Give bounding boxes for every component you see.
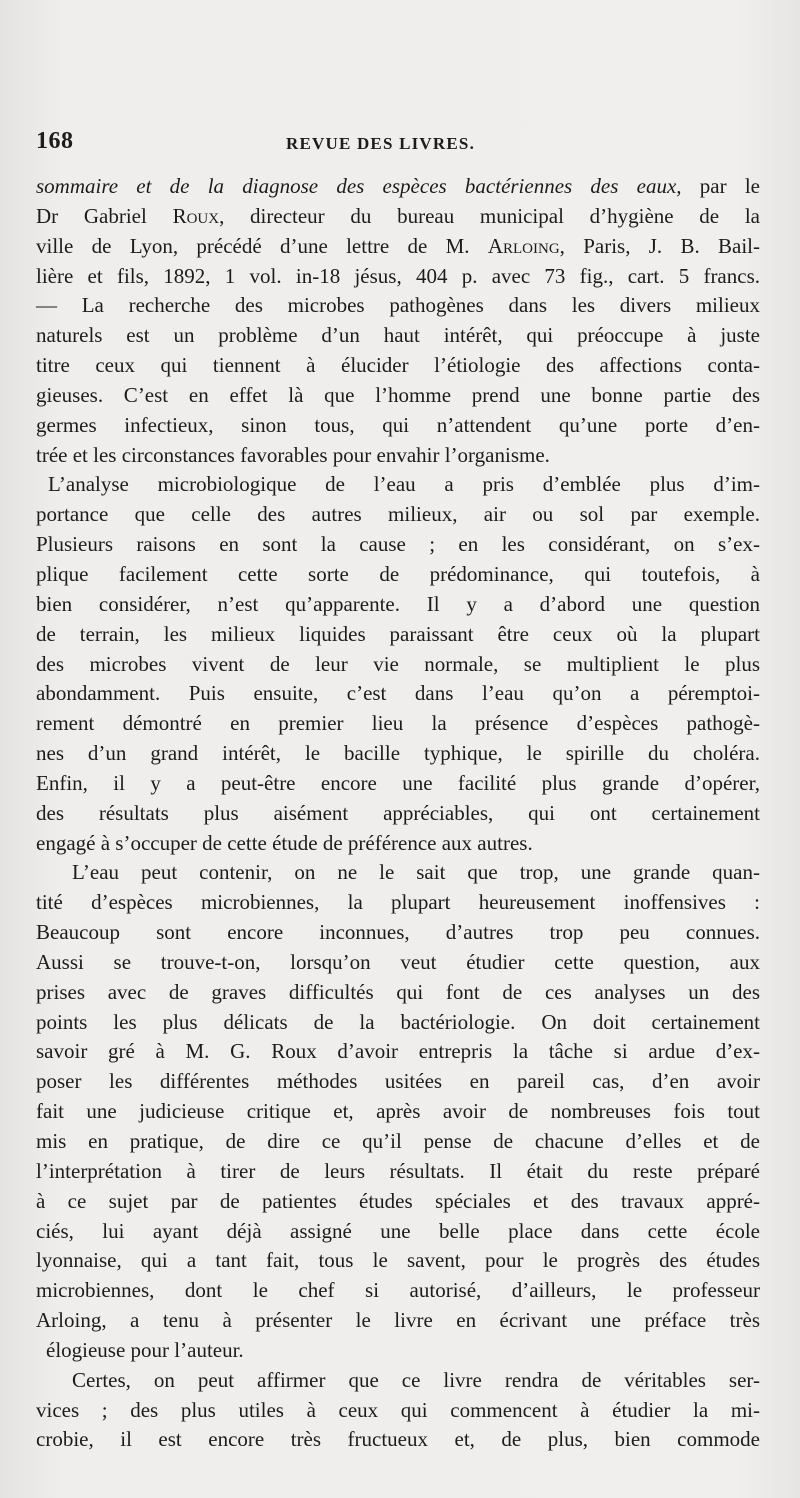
text-line [36,620,760,650]
text-line [36,829,760,859]
text-line [36,918,760,948]
text-line [36,1127,760,1157]
text-line [36,679,760,709]
text-segment: points les plus délicats de la bactériologie. On doit certainement [36,1009,760,1034]
text-segment: ciés, lui ayant déjà assigné une belle place dans cette école [36,1218,760,1243]
text-segment: L’eau peut contenir, on ne le sait que trop, une grande quan- [72,860,760,885]
text-segment: tité d’espèces microbiennes, la plupart heureusement inoffensives : [36,890,760,915]
text-segment: germes infectieux, sinon tous, qui n’attendent qu’une porte d’en- [36,412,760,437]
text-segment: rement démontré en premier lieu la présence d’espèces pathogè- [36,711,760,736]
text-line [36,948,760,978]
text-segment: abondamment. Puis ensuite, c’est dans l’eau qu’on a péremptoi- [36,681,760,706]
text-segment: des résultats plus aisément appréciables, qui ont certainement [36,800,760,825]
text-line [36,500,760,530]
text-line [36,381,760,411]
text-line [36,232,760,262]
text-segment: fait une judicieuse critique et, après avoir de nombreuses fois tout [36,1099,760,1124]
text-segment: bien considérer, n’est qu’apparente. Il y a d’abord une question [36,591,760,616]
text-line [36,441,760,471]
text-line [36,799,760,829]
text-segment: nes d’un grand intérêt, le bacille typhique, le spirille du choléra. [36,741,760,766]
text-segment: Enfin, il y a peut-être encore une facilité plus grande d’opérer, [36,770,760,795]
text-segment: l’interprétation à tirer de leurs résultats. Il était du reste préparé [36,1158,760,1183]
text-segment: ville de Lyon, précédé d’une lettre de M. [36,233,488,258]
text-segment: , Paris, J. B. Bail- [559,233,760,258]
text-segment: microbiennes, dont le chef si autorisé, d’ailleurs, le professeur [36,1278,760,1303]
page-header [36,128,760,162]
text-segment: portance que celle des autres milieux, air ou sol par exemple. [36,502,760,527]
text-line [36,172,760,202]
text-segment: Certes, on peut affirmer que ce livre rendra de véritables ser- [72,1367,760,1392]
text-line [36,1276,760,1306]
text-segment: lyonnaise, qui a tant fait, tous le savent, pour le progrès des études [36,1248,760,1273]
text-segment: gieuses. C’est en effet là que l’homme prend une bonne partie des [36,382,760,407]
text-segment: Arloing, a tenu à présenter le livre en écrivant une préface très [36,1308,760,1333]
text-line [36,1097,760,1127]
text-segment: de terrain, les milieux liquides paraissant être ceux où la plupart [36,621,760,646]
text-segment: plique facilement cette sorte de prédominance, qui toutefois, à [36,561,760,586]
text-segment: prises avec de graves difficultés qui font de ces analyses un des [36,979,760,1004]
text-line [36,560,760,590]
text-line [36,291,760,321]
text-segment: Aussi se trouve-t-on, lorsqu’on veut étudier cette question, aux [36,949,760,974]
text-line [36,351,760,381]
text-line [36,1008,760,1038]
page-number: 168 [36,128,74,154]
text-segment: crobie, il est encore très fructueux et, de plus, bien commode [36,1427,760,1452]
text-line [36,262,760,292]
text-line [36,1425,760,1455]
text-segment: — La recherche des microbes pathogènes dans les divers milieux [36,293,760,318]
text-line [36,1217,760,1247]
text-segment: , directeur du bureau municipal d’hygiène de la [219,203,760,228]
text-line [36,1246,760,1276]
text-line [36,709,760,739]
text-segment: poser les différentes méthodes usitées en pareil cas, d’en avoir [36,1069,760,1094]
text-segment: Plusieurs raisons en sont la cause ; en les considérant, on s’ex- [36,532,760,557]
text-segment: par le [681,174,760,198]
running-head: REVUE DES LIVRES. [286,134,476,153]
text-line [36,590,760,620]
text-segment: élogieuse pour l’auteur. [46,1337,244,1362]
text-segment: savoir gré à M. G. Roux d’avoir entrepris la tâche si ardue d’ex- [36,1039,760,1064]
text-line [36,1157,760,1187]
text-segment: Arloing [487,233,560,258]
text-segment: vices ; des plus utiles à ceux qui commencent à étudier la mi- [36,1397,760,1422]
text-line [36,1037,760,1067]
text-line [36,769,760,799]
text-segment: sommaire et de la diagnose des espèces bactériennes des eaux, [36,174,682,198]
text-segment: titre ceux qui tiennent à élucider l’étiologie des affections conta- [36,353,760,378]
text-line [36,530,760,560]
text-line [36,858,760,888]
text-line [36,470,760,500]
text-line [36,978,760,1008]
text-segment: Beaucoup sont encore inconnues, d’autres trop peu connues. [36,920,760,945]
text-line [36,1187,760,1217]
text-line [36,1067,760,1097]
text-segment: mis en pratique, de dire ce qu’il pense de chacune d’elles et de [36,1129,760,1153]
text-segment: Roux [172,203,220,228]
text-line [36,1306,760,1336]
text-segment: Dr Gabriel [36,203,173,228]
text-line [36,202,760,232]
text-line [36,321,760,351]
text-line [36,1366,760,1396]
text-segment: lière et fils, 1892, 1 vol. in-18 jésus, 404 p. avec 73 fig., cart. 5 francs. [36,263,760,288]
text-line [36,411,760,441]
body-text [36,172,760,1455]
text-segment: L’analyse microbiologique de l’eau a pris d’emblée plus d’im- [48,472,760,497]
text-line [36,888,760,918]
text-segment: trée et les circonstances favorables pour envahir l’organisme. [36,442,550,467]
text-line [36,739,760,769]
text-line [36,650,760,680]
text-line [36,1396,760,1426]
text-line [36,1336,760,1366]
text-segment: engagé à s’occuper de cette étude de préférence aux autres. [36,830,533,855]
text-segment: à ce sujet par de patientes études spéciales et des travaux appré- [36,1188,760,1213]
text-segment: des microbes vivent de leur vie normale, se multiplient le plus [36,651,760,676]
text-segment: naturels est un problème d’un haut intérêt, qui préoccupe à juste [36,323,760,348]
